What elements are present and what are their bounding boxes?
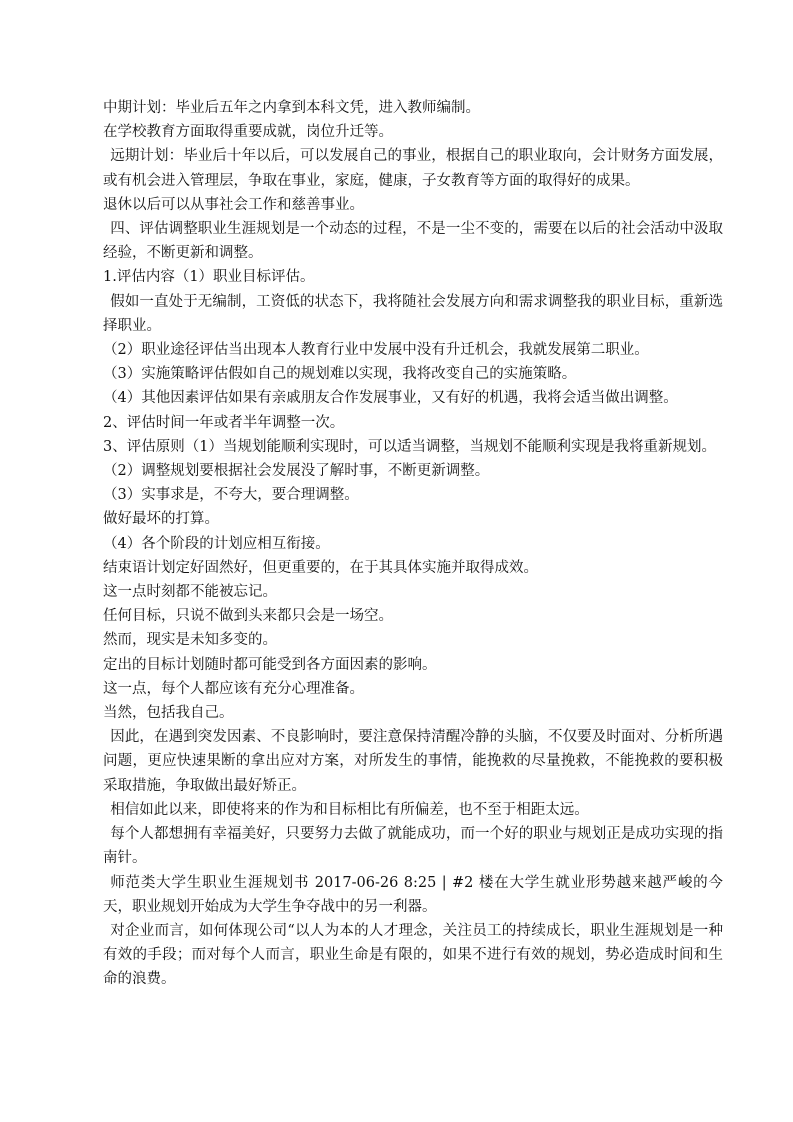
paragraph: 相信如此以来，即使将来的作为和目标相比有所偏差，也不至于相距太远。 — [110, 801, 589, 818]
paragraph: 在学校教育方面取得重要成就，岗位升迁等。 — [103, 124, 393, 141]
paragraph: 假如一直处于无编制，工资低的状态下，我将随社会发展方向和需求调整我的职业目标，重新选择职业。 — [103, 293, 723, 334]
paragraph: 3、评估原则（1）当规划能顺利实现时，可以适当调整，当规划不能顺利实现是我将重新规划。 — [103, 438, 716, 455]
paragraph: 对企业而言，如何体现公司“以人为本的人才理念，关注员工的持续成长，职业生涯规划是一种有效的手段；而对每个人而言，职业生命是有限的，如果不进行有效的规划，势必造成时间和生命的浪费。 — [103, 922, 723, 988]
paragraph: 然而，现实是未知多变的。 — [103, 632, 277, 649]
document-body — [103, 96, 723, 992]
paragraph: 师范类大学生职业生涯规划书 2017-06-26 8:25 | #2 楼在大学生就业形势越来越严峻的今天，职业规划开始成为大学生争夺战中的另一利器。 — [103, 874, 723, 915]
paragraph: 做好最坏的打算。 — [103, 511, 219, 528]
paragraph: 2、评估时间一年或者半年调整一次。 — [103, 414, 345, 431]
paragraph: 远期计划：毕业后十年以后，可以发展自己的事业，根据自己的职业取向，会计财务方面发展，或有机会进入管理层，争取在事业，家庭，健康，子女教育等方面的取得好的成果。 — [103, 148, 723, 189]
paragraph: 结束语计划定好固然好，但更重要的，在于其具体实施并取得成效。 — [103, 559, 538, 576]
paragraph: （2）职业途径评估当出现本人教育行业中发展中没有升迁机会，我就发展第二职业。 — [103, 342, 649, 359]
paragraph: 中期计划：毕业后五年之内拿到本科文凭，进入教师编制。 — [103, 100, 480, 116]
paragraph: 当然，包括我自己。 — [103, 705, 234, 722]
paragraph: 四、评估调整职业生涯规划是一个动态的过程，不是一尘不变的，需要在以后的社会活动中汲取经验，不断更新和调整。 — [103, 221, 723, 262]
paragraph: 每个人都想拥有幸福美好，只要努力去做了就能成功，而一个好的职业与规划正是成功实现的指南针。 — [103, 826, 723, 867]
paragraph: 这一点时刻都不能被忘记。 — [103, 584, 277, 601]
paragraph: 因此，在遇到突发因素、不良影响时，要注意保持清醒冷静的头脑，不仅要及时面对、分析所遇问题，更应快速果断的拿出应对方案，对所发生的事情，能挽救的尽量挽救，不能挽救的要积极采取措施，争取做出最好矫正。 — [103, 729, 723, 794]
paragraph: （3）实事求是，不夸大，要合理调整。 — [103, 487, 359, 504]
paragraph: 定出的目标计划随时都可能受到各方面因素的影响。 — [103, 656, 437, 673]
paragraph: 退休以后可以从事社会工作和慈善事业。 — [103, 196, 364, 213]
paragraph: 这一点，每个人都应该有充分心理准备。 — [103, 680, 364, 697]
paragraph: （3）实施策略评估假如自己的规划难以实现，我将改变自己的实施策略。 — [103, 366, 577, 383]
paragraph: （2）调整规划要根据社会发展没了解时事，不断更新调整。 — [103, 463, 490, 480]
paragraph: （4）各个阶段的计划应相互衔接。 — [103, 535, 330, 552]
paragraph: 任何目标，只说不做到头来都只会是一场空。 — [103, 608, 393, 625]
paragraph: （4）其他因素评估如果有亲戚朋友合作发展事业，又有好的机遇，我将会适当做出调整。 — [103, 390, 678, 407]
paragraph: 1.评估内容（1）职业目标评估。 — [103, 269, 315, 286]
